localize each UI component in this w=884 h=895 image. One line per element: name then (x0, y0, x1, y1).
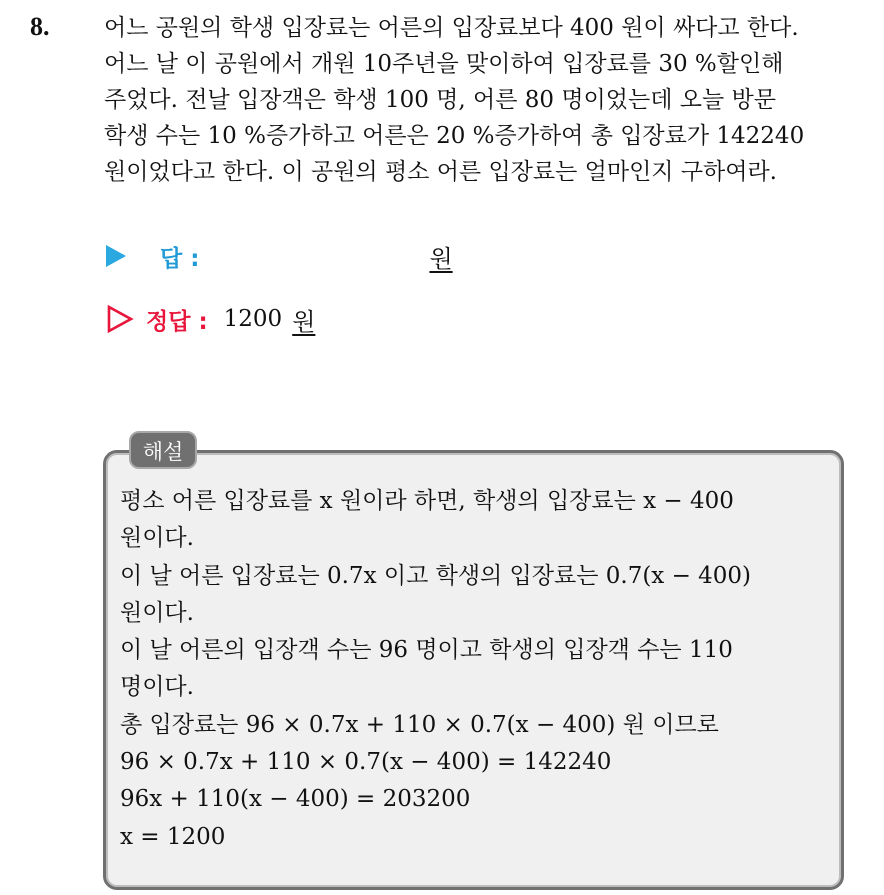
filled-triangle-right-icon (106, 245, 126, 267)
answer-unit: 원 (429, 244, 453, 273)
explanation-line-2: 원이다. (120, 525, 194, 552)
explanation-line-7: 총 입장료는 96 × 0.7x + 110 × 0.7(x − 400) 원 이므로 (120, 711, 719, 738)
explanation-line-6: 명이다. (120, 674, 194, 701)
explanation-line-3: 이 날 어른 입장료는 0.7x 이고 학생의 입장료는 0.7(x − 400) (120, 562, 752, 589)
explanation-content (120, 483, 830, 856)
problem-line-3: 주었다. 전날 입장객은 학생 100 명, 어른 80 명이었는데 오늘 방문 (104, 87, 776, 113)
correct-answer-row (106, 299, 315, 339)
explanation-line-5: 이 날 어른의 입장객 수는 96 명이고 학생의 입장객 수는 110 (120, 637, 733, 664)
answer-label: 답 : (160, 245, 200, 272)
correct-answer-value: 1200 (223, 306, 283, 332)
problem-line-1: 어느 공원의 학생 입장료는 어른의 입장료보다 400 원이 싸다고 한다. (104, 15, 799, 41)
correct-answer-unit: 원 (292, 307, 316, 336)
problem-number: 8. (30, 12, 50, 41)
explanation-line-9: 96x + 110(x − 400) = 203200 (120, 786, 471, 813)
correct-answer-label: 정답 : (146, 308, 208, 335)
explanation-line-10: x = 1200 (120, 823, 226, 850)
problem-text (104, 10, 864, 190)
problem-line-4: 학생 수는 10 %증가하고 어른은 20 %증가하여 총 입장료가 142240 (104, 123, 805, 149)
problem-line-5: 원이었다고 한다. 이 공원의 평소 어른 입장료는 얼마인지 구하여라. (104, 159, 777, 185)
problem-line-2: 어느 날 이 공원에서 개원 10주년을 맞이하여 입장료를 30 %할인해 (104, 51, 784, 77)
answer-row (106, 236, 453, 276)
explanation-line-8: 96 × 0.7x + 110 × 0.7(x − 400) = 142240 (120, 749, 612, 776)
explanation-tab: 해설 (129, 431, 197, 469)
explanation-line-1: 평소 어른 입장료를 x 원이라 하면, 학생의 입장료는 x − 400 (120, 488, 734, 514)
outline-triangle-right-icon (106, 305, 134, 333)
explanation-line-4: 원이다. (120, 599, 194, 626)
